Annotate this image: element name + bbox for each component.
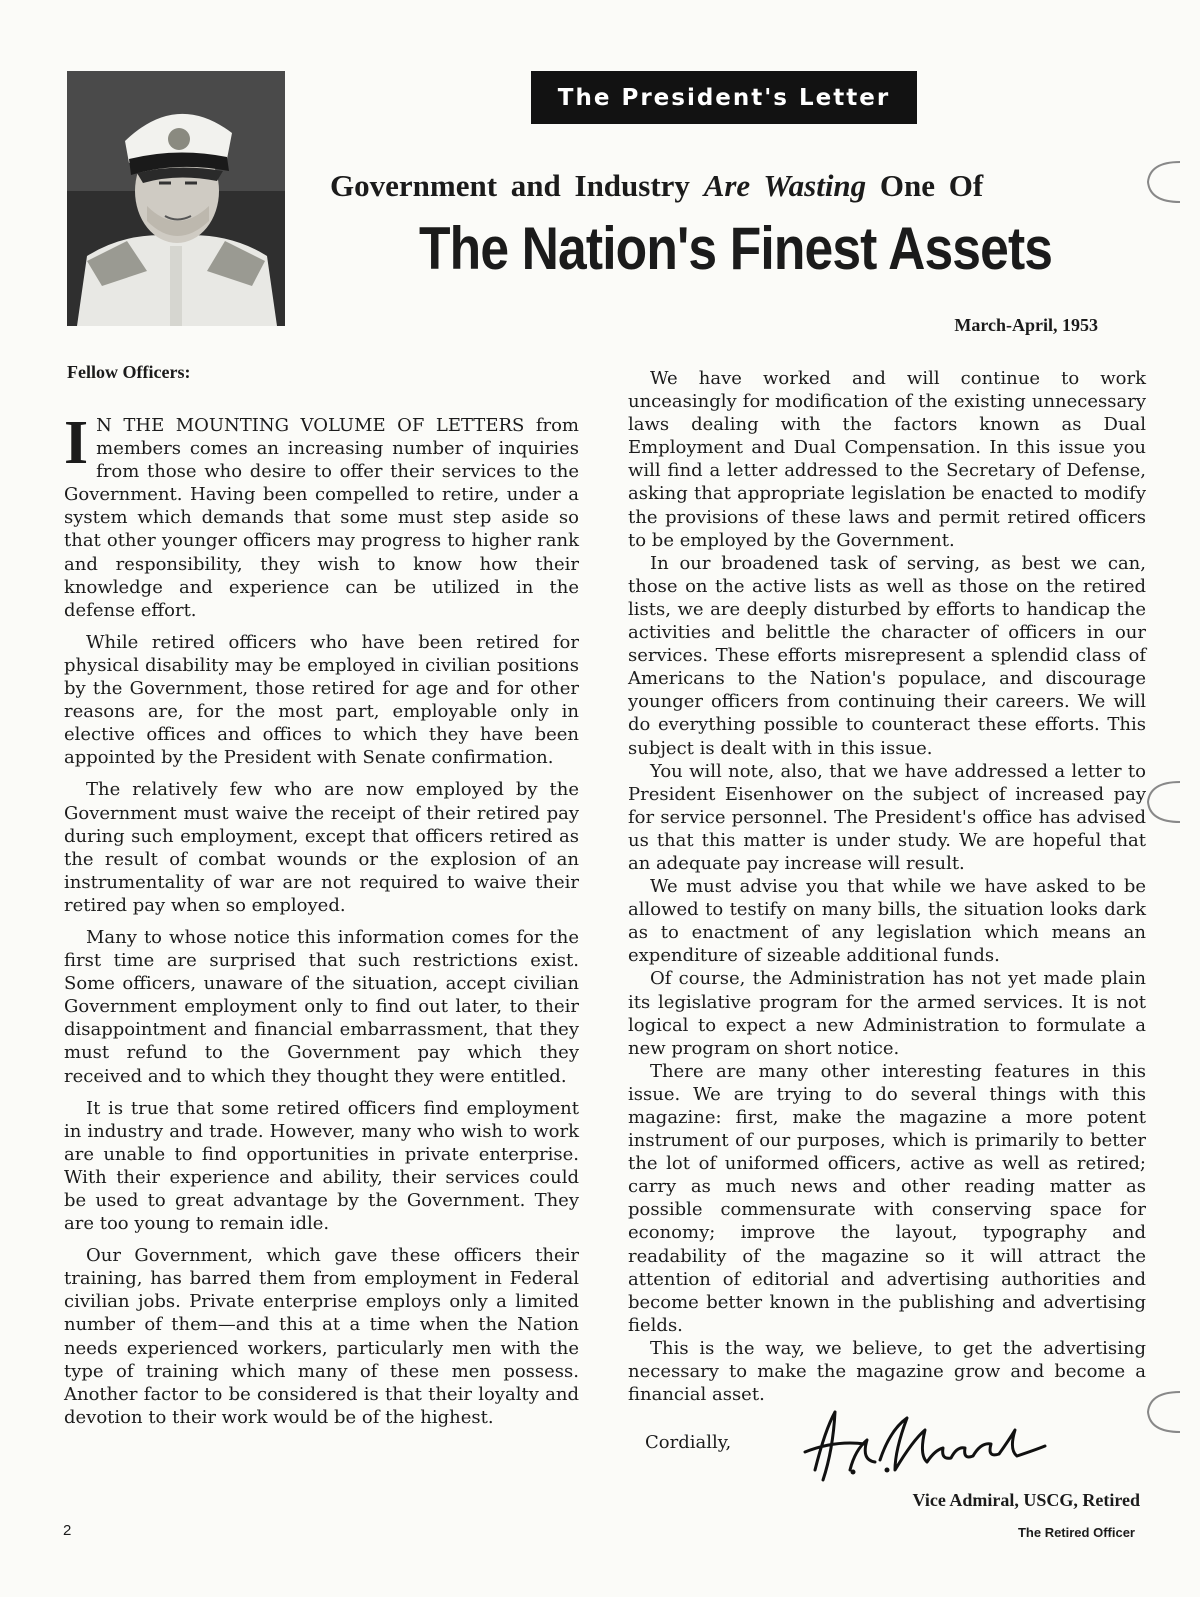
binder-hole-icon: [1140, 158, 1184, 206]
signature: [795, 1400, 1065, 1490]
paragraph: Many to whose notice this information comes for the first time are surprised that such restrictions exist. Some officers, unaware of the situation, accept civilian Government employment only to find out later, to their disappointment and financial embarrassment, that they must refund to the Government pay which they received and to which they thought they were entitled.: [64, 926, 579, 1087]
paragraph: While retired officers who have been retired for physical disability may be employed in civilian positions by the Government, those retired for age and for other reasons are, for the most part, employable only in elective offices and offices to which they have been appointed by the President with Senate confirmation.: [64, 631, 579, 769]
paragraph: Of course, the Administration has not yet made plain its legislative program for the armed services. It is not logical to expect a new Administration to formulate a new program on short notice.: [628, 968, 1146, 1059]
binder-hole-icon: [1140, 778, 1184, 826]
headline-main: The Nation's Finest Assets: [419, 215, 1053, 282]
left-column: [64, 409, 579, 1438]
paragraph: We must advise you that while we have asked to be allowed to testify on many bills, the situation looks dark as to enactment of any legislation which means an expenditure of sizeable additional funds.: [628, 876, 1146, 967]
paragraph: We have worked and will continue to work unceasingly for modification of the existing unnecessary laws dealing with the factors known as Dual Employment and Dual Compensation. In this issue you will find a letter addressed to the Secretary of Defense, asking that appropriate legislation be enacted to modify the provisions of these laws and permit retired officers to be employed by the Government.: [628, 368, 1146, 551]
handwritten-signature-icon: [795, 1400, 1065, 1490]
admiral-portrait-icon: [67, 71, 285, 326]
right-column: [628, 367, 1146, 1406]
first-paragraph-text: N THE MOUNTING VOLUME OF LETTERS from members comes an increasing number of inquiries from those who desire to offer their services to the Government. Having been compelled to retire, under a system which demands that some must step aside so that other younger officers may progress to higher rank and responsibility, they wish to know how their knowledge and experience can be utilized in the defense effort.: [64, 415, 579, 621]
headline-part-b: One Of: [879, 168, 984, 203]
paragraph: Our Government, which gave these officers their training, has barred them from employment in Federal civilian jobs. Private enterprise employs only a limited number of them—and this at a time when the Nation needs experienced workers, particularly men with the type of training which many of these men possess. Another factor to be considered is that their loyalty and devotion to their work would be of the highest.: [64, 1245, 579, 1428]
salutation: Fellow Officers:: [67, 362, 191, 382]
signer-title: Vice Admiral, USCG, Retired: [912, 1490, 1140, 1510]
issue-date: March-April, 1953: [954, 315, 1098, 335]
headline-part-a: Government and Industry: [330, 168, 690, 203]
portrait-photo: [67, 71, 285, 326]
paragraph: It is true that some retired officers find employment in industry and trade. However, many who wish to work are unable to find opportunities in private enterprise. With their experience and ability, their services could be used to great advantage by the Government. They are too young to remain idle.: [64, 1097, 579, 1235]
paragraph: You will note, also, that we have addressed a letter to President Eisenhower on the subject of increased pay for service personnel. The President's office has advised us that this matter is under study. We are hopeful that an adequate pay increase will result.: [628, 760, 1146, 874]
first-paragraph: [64, 409, 579, 622]
publication-name: The Retired Officer: [1017, 1525, 1135, 1540]
drop-cap: I: [64, 409, 89, 477]
paragraph: In our broadened task of serving, as best we can, those on the active lists as well as those on the retired lists, we are deeply disturbed by efforts to handicap the activities and belittle the character of officers in our services. These efforts misrepresent a splendid class of Americans to the Nation's populace, and discourage younger officers from continuing their careers. We will do everything possible to counteract these efforts. This subject is dealt with in this issue.: [628, 552, 1146, 759]
closing: Cordially,: [645, 1432, 732, 1453]
paragraph: This is the way, we believe, to get the advertising necessary to make the magazine grow and become a financial asset.: [628, 1337, 1146, 1406]
headline-emphasis: Are Wasting: [703, 168, 867, 203]
binder-hole-icon: [1140, 1388, 1184, 1436]
paragraph: The relatively few who are now employed by the Government must waive the receipt of their retired pay during such employment, except that officers retired as the result of combat wounds or the explosion of an instrumentality of war are not required to waive their retired pay when so employed.: [64, 779, 579, 916]
page-number: 2: [63, 1522, 72, 1539]
headline-line1: [330, 168, 1108, 204]
paragraph: There are many other interesting features in this issue. We are trying to do several things with this magazine: first, make the magazine a more potent instrument of our purposes, which is primarily to better the lot of uniformed officers, active as well as retired; carry as much news and other reading matter as possible commensurate with conserving space for economy; improve the layout, typography and readability of the magazine so it will attract the attention of editorial and advertising authorities and become better known in the publishing and advertising fields.: [628, 1060, 1146, 1336]
section-banner: The President's Letter: [531, 71, 917, 124]
